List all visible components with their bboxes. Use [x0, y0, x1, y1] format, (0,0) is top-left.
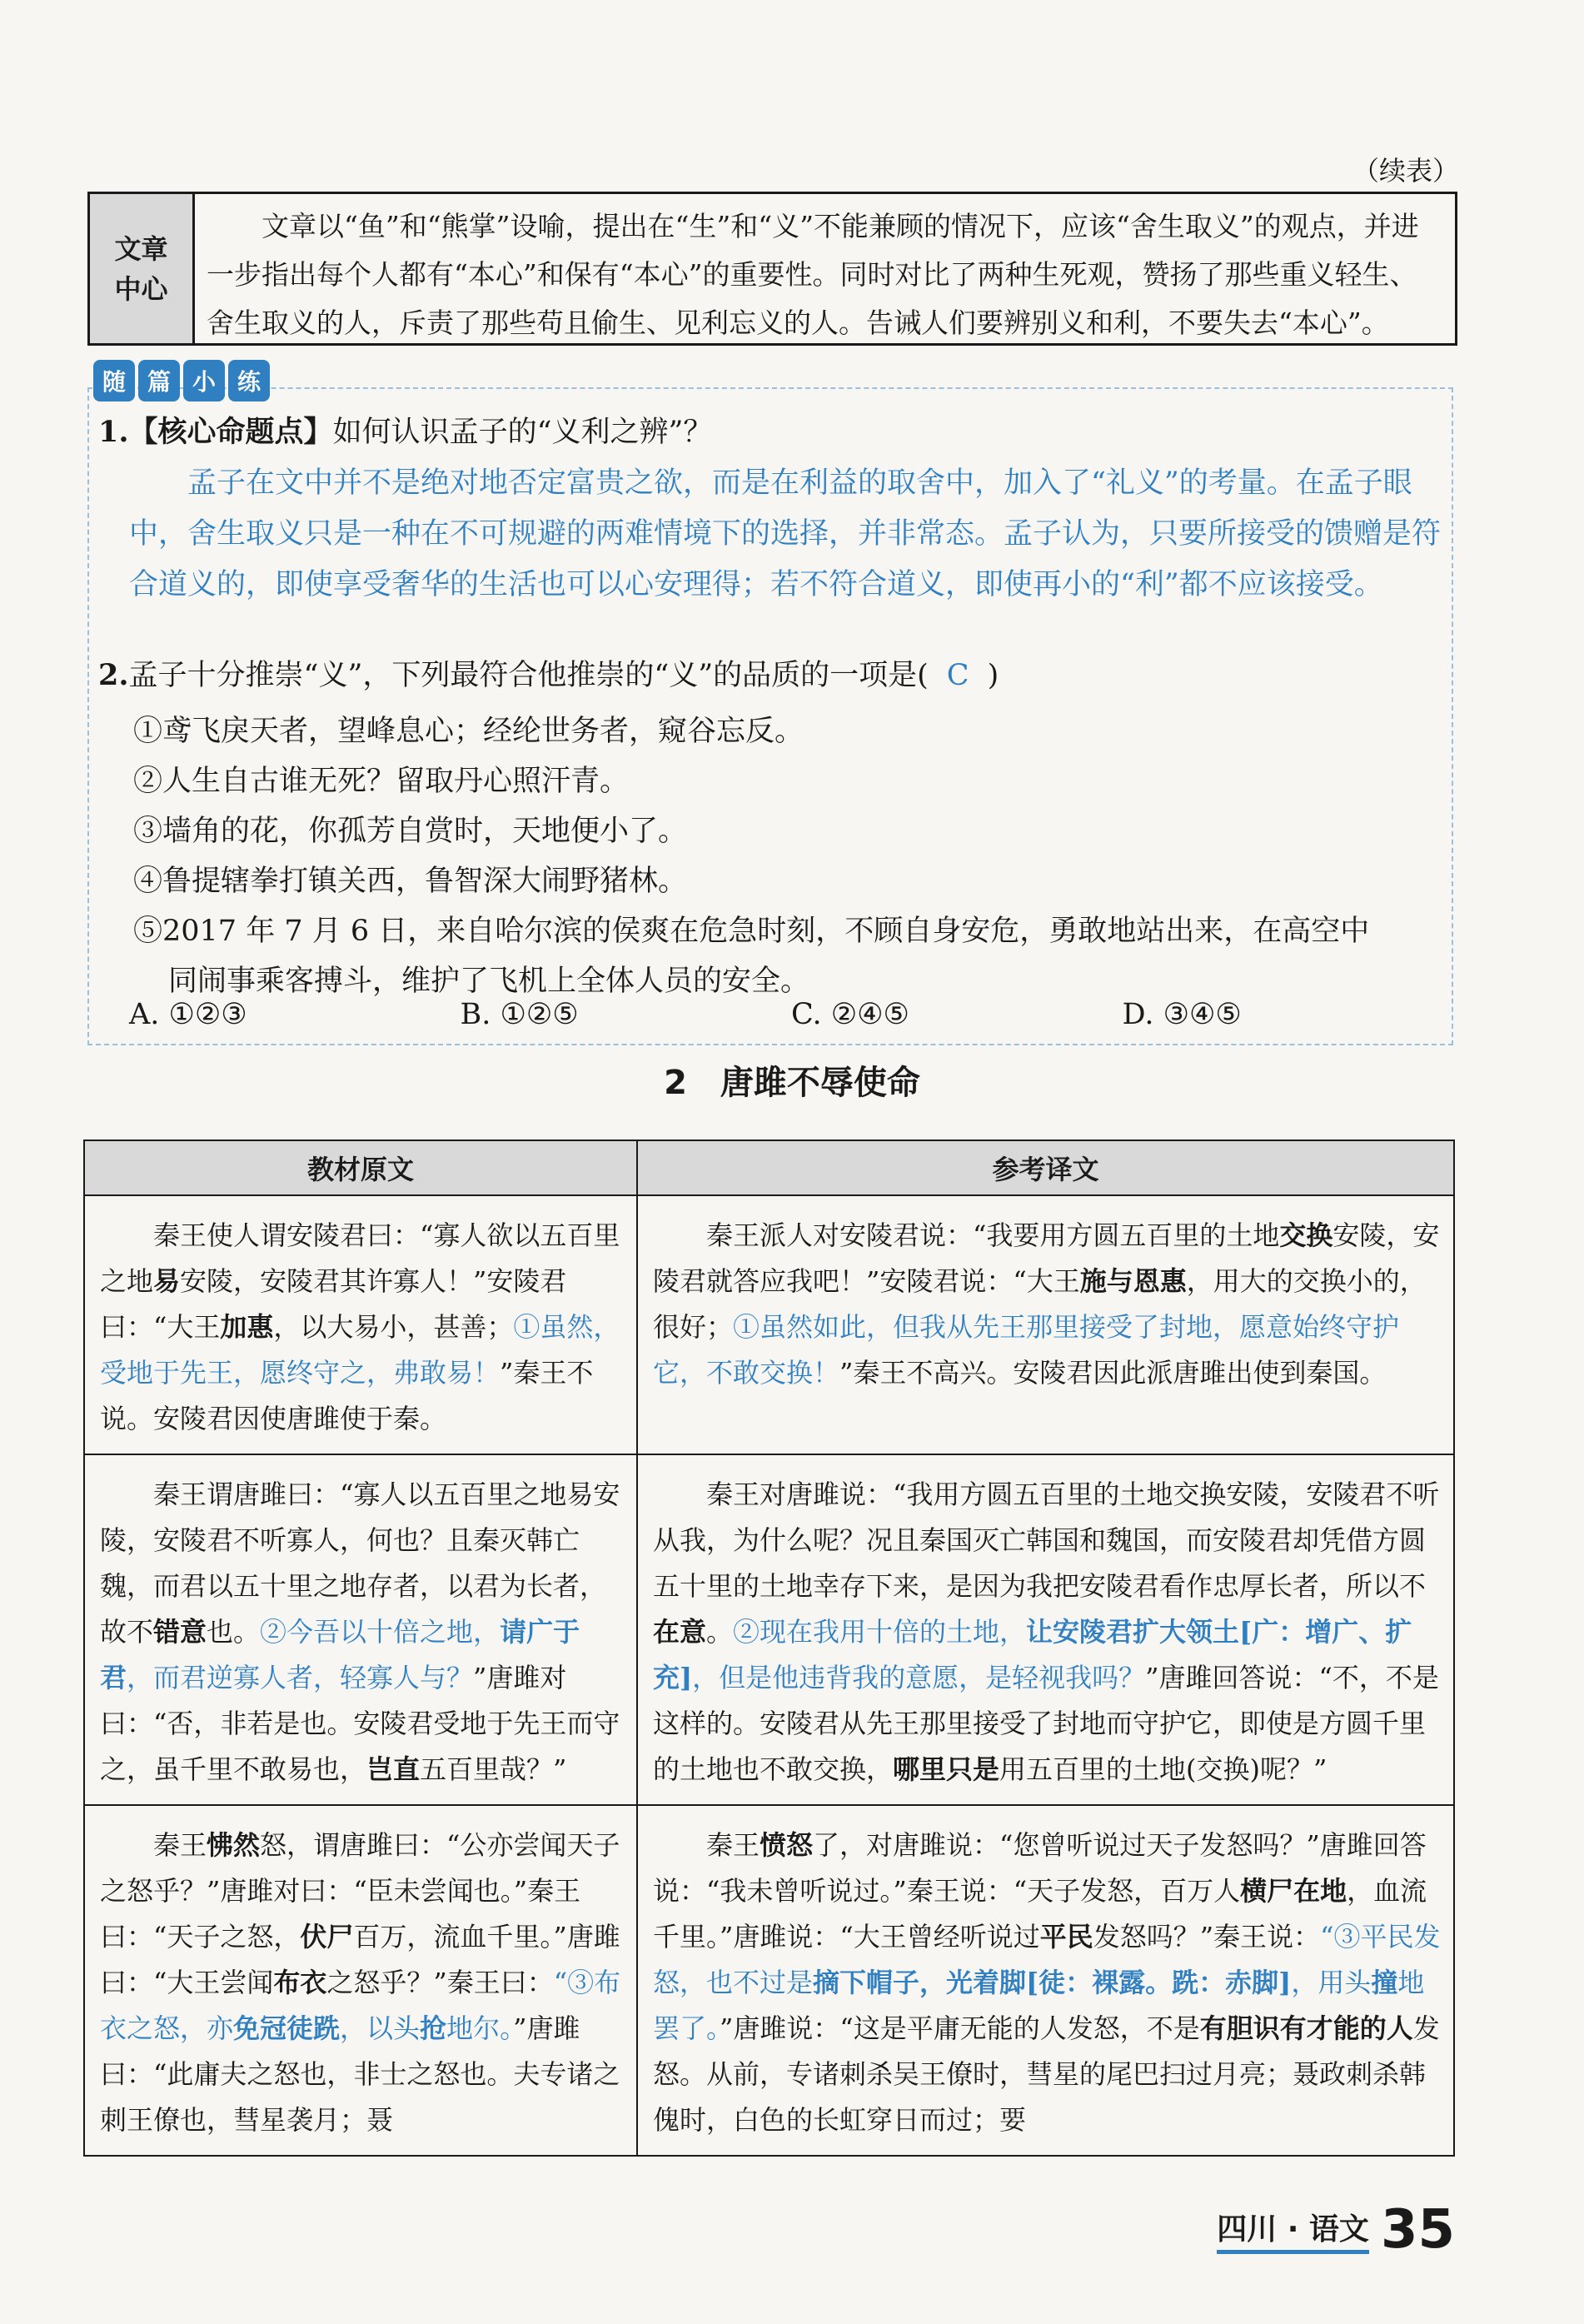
practice-tag: 小	[183, 360, 225, 401]
text-segment: 施与恩惠	[1079, 1265, 1187, 1297]
summary-label: 文章中心	[90, 194, 195, 343]
lesson-title-text: 唐雎不辱使命	[720, 1064, 920, 1102]
text-segment: ，以头	[340, 2012, 421, 2044]
text-segment: ”唐雎对曰：“否，非若是也。安陵君受地于先王而守之，虽千里不敢易也，	[100, 1662, 620, 1785]
choice-a: A. ①②③	[129, 998, 247, 1031]
text-segment: 秦王使人谓安陵君曰：“寡人欲以五百里之地	[100, 1219, 620, 1297]
text-segment: ”唐雎说：“这是平庸无能的人发怒，不是	[720, 2012, 1200, 2044]
choice-b: B. ①②⑤	[460, 998, 579, 1031]
q1-tag: 【核心命题点】	[128, 415, 333, 449]
text-segment: 布衣	[273, 1967, 327, 1998]
text-segment: 安陵，安陵君其许寡人！”安陵君曰：“大王	[100, 1265, 567, 1343]
table-row	[84, 1195, 1454, 1454]
text-segment: ，而君逆寡人者，轻寡人与？	[127, 1662, 474, 1693]
text-segment: 让安陵君扩大领土	[1026, 1616, 1240, 1648]
text-segment: 安陵，安陵君就答应我吧！”安陵君说：“大王	[653, 1219, 1440, 1297]
text-segment: “③布衣之怒，亦	[100, 1967, 621, 2044]
text-segment: ①虽然，受地于先王，愿终守之，弗敢易！	[100, 1311, 620, 1389]
text-segment: ”秦王不说。安陵君因使唐雎使于秦。	[100, 1357, 594, 1434]
original-text-cell	[84, 1454, 637, 1805]
text-segment: 哪里只是	[893, 1753, 1000, 1785]
table-row	[84, 1805, 1454, 2156]
text-segment: 秦王	[706, 1829, 760, 1861]
q2-choices	[129, 998, 1453, 1031]
text-segment: 秦王谓唐雎曰：“寡人以五百里之地易安陵，安陵君不听寡人，何也？且秦灭韩亡魏，而君以五十里之地存者，以君为长者，故不	[100, 1479, 620, 1648]
translation-text-cell	[637, 1454, 1454, 1805]
text-segment: “③平民发怒，也不过是	[653, 1921, 1441, 1998]
practice-tag: 练	[228, 360, 270, 401]
text-segment: ，用头	[1291, 1967, 1372, 1998]
text-segment: ②今吾以十倍之地，	[260, 1616, 501, 1648]
text-segment: ，用大的交换小的，很好；	[653, 1265, 1427, 1343]
translation-text-cell	[637, 1195, 1454, 1454]
text-segment: 地尔。	[446, 2012, 514, 2044]
summary-box	[87, 192, 1457, 346]
text-segment: ，血流千里。”唐雎说：“大王曾经听说过	[653, 1875, 1427, 1952]
text-segment: 了，对唐雎说：“您曾听说过天子发怒吗？”唐雎回答说：“我未曾听说过。”秦王说：“天子发怒，百万人	[653, 1829, 1427, 1907]
header-translation: 参考译文	[637, 1140, 1454, 1195]
footer-region: 四川 · 语文	[1217, 2206, 1369, 2254]
practice-tags	[93, 360, 270, 401]
choice-c: C. ②④⑤	[791, 998, 909, 1031]
text-segment: 摘下帽子，光着脚	[813, 1967, 1027, 1998]
practice-tag: 篇	[138, 360, 180, 401]
text-segment: 平民	[1039, 1921, 1093, 1952]
text-segment: 发怒吗？”秦王说：	[1093, 1921, 1321, 1952]
continued-label: （续表）	[1352, 155, 1459, 187]
text-segment: ”唐雎回答说：“不，不是这样的。安陵君从先王那里接受了封地而守护它，即使是方圆千里的土地也不敢交换，	[653, 1662, 1439, 1785]
text-segment: 抢	[420, 2012, 447, 2044]
table-row	[84, 1454, 1454, 1805]
text-segment: 秦王	[153, 1829, 207, 1861]
translation-text-cell	[637, 1805, 1454, 2156]
option-item: 同闹事乘客搏斗，维护了飞机上全体人员的安全。	[168, 965, 810, 998]
text-segment: 秦王对唐雎说：“我用方圆五百里的土地交换安陵，安陵君不听从我，为什么呢？况且秦国灭亡韩国和魏国，而安陵君却凭借方圆五十里的土地幸存下来，是因为我把安陵君看作忠厚长者，所以不	[653, 1479, 1440, 1602]
text-segment: 请广于君	[100, 1616, 580, 1693]
text-segment: ，以大易小，甚善；	[273, 1311, 514, 1343]
text-segment: 秦王派人对安陵君说：“我要用方圆五百里的土地	[706, 1219, 1280, 1251]
question-2	[98, 651, 1447, 700]
text-segment: 免冠徒跣	[233, 2012, 341, 2044]
q2-close: )	[987, 659, 999, 692]
q2-options	[133, 706, 1449, 1006]
original-text-cell	[84, 1805, 637, 2156]
text-segment: ①虽然如此，但我从先王那里接受了封地，愿意始终守护它，不敢交换！	[653, 1311, 1400, 1389]
option-item: ②人生自古谁无死？留取丹心照汗青。	[133, 765, 630, 798]
text-segment: [徒：裸露。跣：赤脚]	[1026, 1967, 1292, 1998]
text-segment: 错意	[153, 1616, 207, 1648]
page-footer	[1217, 2199, 1455, 2261]
text-segment: 伏尸	[300, 1921, 354, 1952]
text-segment: 用五百里的土地(交换)呢？”	[999, 1753, 1327, 1785]
text-segment: 地罢了。	[653, 1967, 1425, 2044]
text-segment: 。	[706, 1616, 734, 1648]
option-item: ④鲁提辖拳打镇关西，鲁智深大闹野猪林。	[133, 865, 688, 898]
lesson-number: 2	[664, 1064, 687, 1102]
text-segment: ”唐雎曰：“此庸夫之怒也，非士之怒也。夫专诸之刺王僚也，彗星袭月；聂	[100, 2012, 620, 2136]
text-segment: 横尸在地	[1240, 1875, 1347, 1907]
summary-text: 文章以“鱼”和“熊掌”设喻，提出在“生”和“义”不能兼顾的情况下，应该“舍生取义”的观点，并进一步指出每个人都有“本心”和保有“本心”的重要性。同时对比了两种生死观，赞扬了那些重义轻生、舍生取义的人，斥责了那些苟且偷生、见利忘义的人。告诫人们要辨别义和利，不要失去“本心”。	[207, 210, 1419, 339]
text-segment: 交换	[1279, 1219, 1333, 1251]
text-segment: 有胆识有才能的人	[1199, 2012, 1413, 2044]
text-segment: 怫然	[207, 1829, 261, 1861]
text-segment: [广：增广、扩充]	[653, 1616, 1412, 1693]
text-segment: ②现在我用十倍的土地，	[733, 1616, 1027, 1648]
text-segment: ，但是他违背我的意愿，是轻视我吗？	[692, 1662, 1146, 1693]
text-segment: 撞	[1371, 1967, 1398, 1998]
q2-text: 孟子十分推崇“义”，下列最符合他推崇的“义”的品质的一项是(	[128, 659, 929, 692]
q1-text: 如何认识孟子的“义利之辨”？	[332, 416, 713, 449]
text-segment: 愤怒	[760, 1829, 814, 1861]
text-segment: ”秦王不高兴。安陵君因此派唐雎出使到秦国。	[839, 1357, 1387, 1389]
text-segment: 发怒。从前，专诸刺杀吴王僚时，彗星的尾巴扫过月亮；聂政刺杀韩傀时，白色的长虹穿日而过；要	[653, 2012, 1440, 2136]
text-segment: 之怒乎？”秦王曰：	[326, 1967, 554, 1998]
q2-answer: C	[946, 659, 969, 692]
text-segment: 怒，谓唐雎曰：“公亦尝闻天子之怒乎？”唐雎对曰：“臣未尝闻也。”秦王曰：“天子之怒，	[100, 1829, 620, 1952]
question-1	[98, 408, 1447, 456]
text-segment: 岂直	[366, 1753, 421, 1785]
text-segment: 在意	[653, 1616, 707, 1648]
lesson-title	[0, 1056, 1584, 1104]
choice-d: D. ③④⑤	[1122, 998, 1242, 1031]
option-item: ①鸢飞戾天者，望峰息心；经纶世务者，窥谷忘反。	[133, 715, 804, 748]
q1-answer: 孟子在文中并不是绝对地否定富贵之欲，而是在利益的取舍中，加入了“礼义”的考量。在孟子眼中，舍生取义只是一种在不可规避的两难情境下的选择，并非常态。孟子认为，只要所接受的馈赠是符合道义的，即使享受奢华的生活也可以心安理得；若不符合道义，即使再小的“利”都不应该接受。	[129, 466, 1442, 601]
translation-table	[83, 1140, 1455, 2157]
q1-number: 1.	[98, 415, 129, 449]
option-item: ③墙角的花，你孤芳自赏时，天地便小了。	[133, 815, 688, 848]
text-segment: 易	[153, 1265, 181, 1297]
text-segment: 也。	[207, 1616, 261, 1648]
header-original: 教材原文	[84, 1140, 637, 1195]
page-number: 35	[1380, 2199, 1455, 2261]
text-segment: 加惠	[220, 1311, 274, 1343]
option-item: ⑤2017 年 7 月 6 日，来自哈尔滨的侯爽在危急时刻，不顾自身安危，勇敢地站出来，在高空中	[133, 915, 1370, 948]
original-text-cell	[84, 1195, 637, 1454]
text-segment: 百万，流血千里。”唐雎曰：“大王尝闻	[100, 1921, 620, 1998]
practice-tag: 随	[93, 360, 135, 401]
text-segment: 五百里哉？”	[420, 1753, 567, 1785]
q2-number: 2.	[98, 658, 129, 692]
